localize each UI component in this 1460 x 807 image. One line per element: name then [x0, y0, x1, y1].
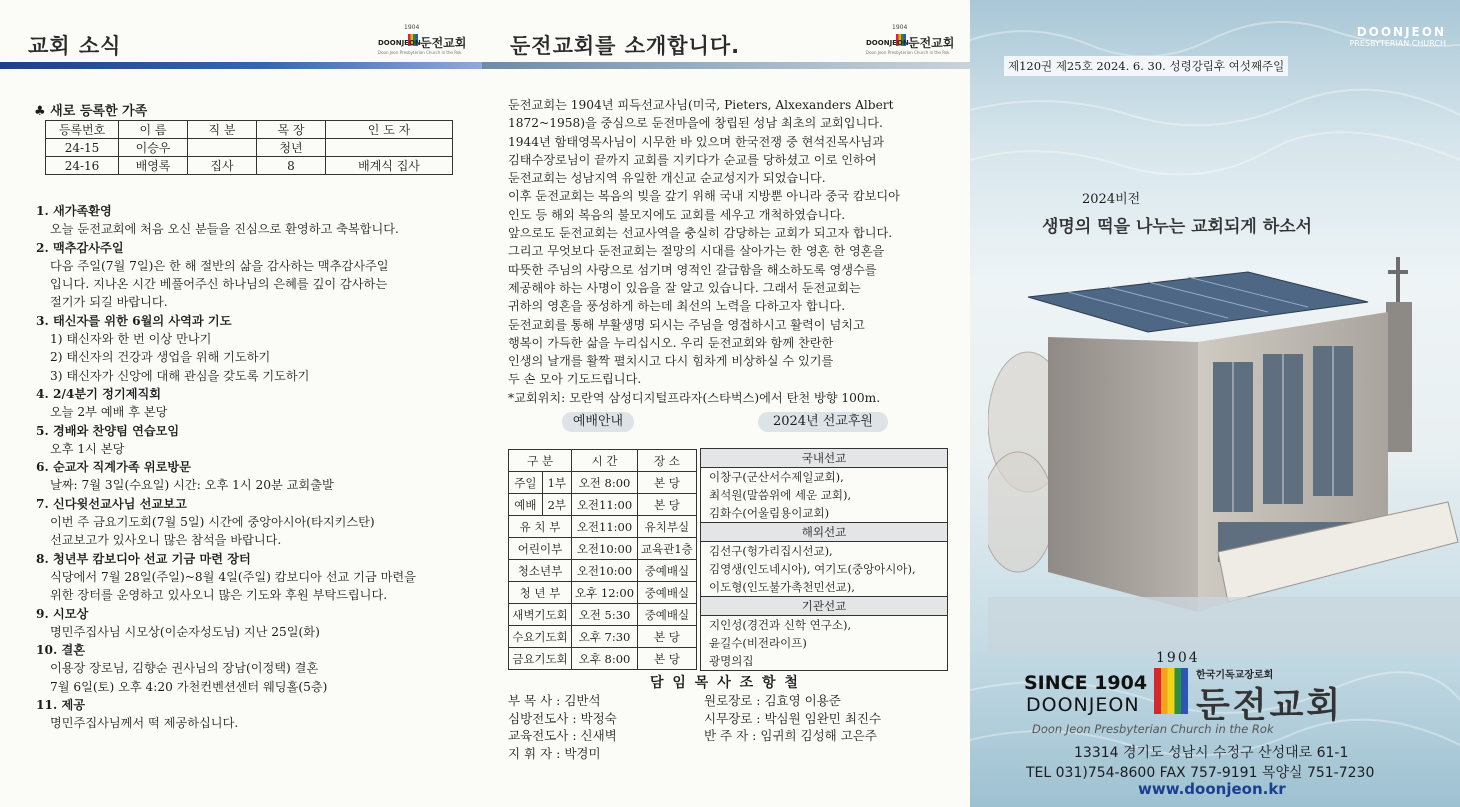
church-logo-small: [378, 22, 474, 56]
logo-english-name: Doon Jeon Presbyterian Church in the Rok: [1032, 722, 1274, 736]
news-item-title: 10. 결혼: [36, 643, 85, 658]
news-item-title: 1. 새가족환영: [36, 204, 112, 218]
news-item-line: 1) 태신자와 한 번 이상 만나기: [50, 332, 212, 347]
staff-line: 원로장로 : 김효영 이용준: [704, 693, 841, 708]
staff-line: 시무장로 : 박심원 임완민 최진수: [704, 710, 882, 726]
table-header-row: [509, 450, 697, 472]
intro-line: 행복이 가득한 삶을 누리십시오. 우리 둔전교회와 함께 찬란한: [508, 335, 834, 350]
address: 13314 경기도 성남시 수정구 산성대로 61-1: [1074, 745, 1349, 761]
news-item-line: 식당에서 7월 28일(주일)~8월 4일(주일) 캄보디아 선교 기금 마련을: [50, 569, 416, 584]
cell: 오전 8:00: [572, 472, 638, 494]
intro-line: 따뜻한 주님의 사랑으로 섬기며 영적인 갈급함을 해소하도록 영생수를: [508, 262, 877, 277]
col-header: 구 분: [509, 450, 572, 472]
cell: 주일: [509, 472, 543, 494]
cell: 유치부실: [638, 516, 697, 538]
header-band: [482, 62, 970, 69]
logo-bars-icon: [1154, 668, 1188, 714]
cell: 1부: [542, 472, 571, 494]
col-header: 이 름: [119, 121, 188, 139]
table-row: [46, 139, 453, 157]
col-header: 직 분: [188, 121, 257, 139]
church-logo-small: [866, 22, 962, 56]
new-family-heading: ♣ 새로 등록한 가족: [34, 104, 148, 119]
mission-item: 이도형(인도불가촉천민선교),: [709, 580, 855, 594]
cell: 금요기도회: [509, 648, 572, 670]
logo-en: DOONJEON: [866, 39, 909, 47]
table-row: [509, 516, 697, 538]
cell: 유 치 부: [509, 516, 572, 538]
mission-item: 윤길수(비전라이프): [709, 636, 807, 650]
news-item-title: 5. 경배와 찬양팀 연습모임: [36, 423, 180, 438]
cell: 청 년 부: [509, 582, 572, 604]
intro-line: 귀하의 영혼을 풍성하게 하는데 최선의 노력을 다하고자 합니다.: [508, 299, 846, 314]
table-row: [509, 560, 697, 582]
staff-right: [704, 692, 881, 745]
cell: 새벽기도회: [509, 604, 572, 626]
news-item-line: 오늘 2부 예배 후 본당: [50, 405, 168, 420]
logo-sub: Doon Jeon Presbyterian Church in the Rok: [378, 50, 462, 55]
cell: 오전11:00: [572, 516, 638, 538]
news-item-line: 절기가 되길 바랍니다.: [50, 295, 168, 310]
staff-line: 심방전도사 : 박정숙: [508, 710, 617, 726]
col-header: 인 도 자: [326, 121, 453, 139]
telephone: TEL 031)754-8600 FAX 757-9191 목양실 751-7230: [1026, 765, 1375, 781]
news-item-line: 명민주집사님께서 떡 제공하십니다.: [50, 716, 239, 731]
intro-paragraph: [508, 96, 964, 407]
doonjeon-text: DOONJEON: [1026, 694, 1140, 716]
table-row: [46, 157, 453, 175]
intro-line: *교회위치: 모란역 삼성디지털프라자(스타벅스)에서 탄천 방향 100m.: [508, 390, 881, 405]
news-header: [0, 22, 482, 62]
news-item-title: 7. 신다윗선교사님 선교보고: [36, 496, 187, 511]
table-header-row: [46, 121, 453, 139]
logo-year: 1904: [892, 24, 908, 31]
intro-line: 김태수장로님이 끝까지 교회를 지키다가 순교를 당하셨고 이로 인하여: [508, 152, 877, 167]
news-item-line: 오후 1시 본당: [50, 441, 125, 456]
intro-panel: [482, 0, 970, 807]
news-list: [36, 202, 476, 733]
worship-label: 예배안내: [562, 412, 634, 432]
cell: 오전10:00: [572, 538, 638, 560]
news-title: 교회 소식: [28, 34, 122, 58]
mission-group-heading: 국내선교: [701, 449, 947, 468]
news-item-line: 입니다. 지나온 시간 베풀어주신 하나님의 은혜를 깊이 감사하는: [50, 277, 388, 292]
news-item-title: 11. 제공: [36, 698, 85, 713]
worship-table: [508, 449, 697, 670]
intro-line: 제공해야 하는 사명이 있음을 잘 알고 있습니다. 그래서 둔전교회는: [508, 280, 861, 295]
news-item-line: 이번 주 금요기도회(7월 5일) 시간에 중앙아시아(타지키스탄): [50, 515, 375, 530]
news-item-line: 2) 태신자의 건강과 생업을 위해 기도하기: [50, 350, 271, 365]
logo-sub: Doon Jeon Presbyterian Church in the Rok: [866, 50, 950, 55]
cell: [326, 139, 453, 157]
cell: 교육관1층: [638, 538, 697, 560]
new-family-table: [45, 120, 453, 175]
senior-pastor-heading: 담 임 목 사 조 항 철: [650, 675, 800, 691]
news-item-line: 날짜: 7월 3일(수요일) 시간: 오후 1시 20분 교회출발: [50, 478, 334, 493]
intro-line: 둔전교회는 성남지역 유일한 개신교 순교성지가 되었습니다.: [508, 171, 826, 186]
intro-line: 두 손 모아 기도드립니다.: [508, 372, 642, 387]
intro-line: 둔전교회는 1904년 피득선교사님(미국, Pieters, Alxexanders Albert: [508, 98, 894, 112]
news-item-title: 6. 순교자 직계가족 위로방문: [36, 460, 191, 475]
news-item-line: 명민주집사님 시모상(이순자성도님) 지난 25일(화): [50, 624, 320, 639]
brand-top-sub: PRESBYTERIAN CHURCH: [1349, 39, 1446, 48]
cell: 수요기도회: [509, 626, 572, 648]
vision-year: 2024비전: [1082, 192, 1141, 207]
cell: 배영록: [119, 157, 188, 175]
news-item-line: 위한 장터를 운영하고 있사오니 많은 기도와 후원 부탁드립니다.: [50, 588, 388, 603]
intro-header: [482, 22, 970, 62]
mission-item: 광명의집: [709, 654, 754, 668]
col-header: 장 소: [638, 450, 697, 472]
header-band: [0, 62, 482, 69]
cell: 중예배실: [638, 560, 697, 582]
logo-year: 1904: [1156, 650, 1200, 666]
cover-panel: [970, 0, 1460, 807]
col-header: 등록번호: [46, 121, 119, 139]
intro-line: 인도 등 해외 복음의 불모지에도 교회를 세우고 개척하였습니다.: [508, 207, 846, 222]
news-item-title: 9. 시모상: [36, 606, 89, 621]
table-row: [509, 472, 697, 494]
intro-line: 이후 둔전교회는 복음의 빚을 갚기 위해 국내 지방뿐 아니라 중국 캄보디아: [508, 189, 900, 204]
website-link[interactable]: www.doonjeon.kr: [1138, 780, 1286, 798]
cell: 배계식 집사: [326, 157, 453, 175]
staff-left: [508, 692, 617, 762]
intro-line: 그리고 무엇보다 둔전교회는 절망의 시대를 살아가는 한 영혼 한 영혼을: [508, 244, 885, 259]
mission-item: 김선구(헝가리집시선교),: [709, 544, 833, 558]
table-row: [509, 604, 697, 626]
cell: 오전10:00: [572, 560, 638, 582]
news-item-title: 3. 태신자를 위한 6월의 사역과 기도: [36, 313, 232, 328]
intro-line: 1872~1958)을 중심으로 둔전마을에 창립된 성남 최초의 교회입니다.: [508, 116, 883, 131]
table-row: [509, 648, 697, 670]
news-item-line: 다음 주일(7월 7일)은 한 해 절반의 삶을 감사하는 맥추감사주일: [50, 258, 389, 273]
col-header: 시 간: [572, 450, 638, 472]
brand-top: [1349, 25, 1446, 48]
cell: 청년: [257, 139, 326, 157]
cell: 이승우: [119, 139, 188, 157]
mission-item: 지인성(경건과 신학 연구소),: [709, 618, 852, 632]
cell: 오전11:00: [572, 494, 638, 516]
news-panel: [0, 0, 482, 807]
logo-ko: 둔전교회: [908, 36, 955, 50]
cell: 오후 12:00: [572, 582, 638, 604]
cell: 오후 8:00: [572, 648, 638, 670]
news-item-line: 7월 6일(토) 오후 4:20 가천컨벤션센터 웨딩홀(5층): [50, 679, 328, 694]
staff-line: 지 휘 자 : 박경미: [508, 745, 601, 761]
cell: 어린이부: [509, 538, 572, 560]
mission-box: [700, 448, 948, 671]
col-header: 목 장: [257, 121, 326, 139]
staff-line: 부 목 사 : 김반석: [508, 693, 601, 708]
news-item-line: 이용장 장로님, 김향순 권사님의 장남(이정택) 결혼: [50, 661, 319, 676]
cell: 2부: [542, 494, 571, 516]
issue-line: 제120권 제25호 2024. 6. 30. 성령강림후 여섯째주일: [1004, 56, 1288, 76]
news-item-line: 3) 태신자가 신앙에 대해 관심을 갖도록 기도하기: [50, 368, 310, 383]
cell: [188, 139, 257, 157]
table-row: [509, 538, 697, 560]
news-item-line: 오늘 둔전교회에 처음 오신 분들을 진심으로 환영하고 축복합니다.: [50, 222, 399, 237]
cell: 24-16: [46, 157, 119, 175]
cell: 중예배실: [638, 582, 697, 604]
news-item-title: 4. 2/4분기 정기제직회: [36, 386, 162, 401]
table-row: [509, 626, 697, 648]
cell: 본 당: [638, 494, 697, 516]
table-row: [509, 494, 697, 516]
logo-church-name: 둔전교회: [1196, 686, 1344, 726]
news-item-line: 선교보고가 있사오니 많은 참석을 바랍니다.: [50, 533, 282, 548]
cell: 중예배실: [638, 604, 697, 626]
cell: 오전 5:30: [572, 604, 638, 626]
intro-line: 인생의 날개를 활짝 펼치시고 다시 힘차게 비상하실 수 있기를: [508, 354, 834, 369]
table-row: [509, 582, 697, 604]
logo-en: DOONJEON: [378, 39, 421, 47]
cell: 본 당: [638, 472, 697, 494]
staff-line: 교육전도사 : 신새벽: [508, 728, 617, 743]
mission-group-heading: 기관선교: [701, 596, 947, 616]
staff-line: 반 주 자 : 임귀희 김성해 고은주: [704, 728, 877, 743]
news-item-title: 8. 청년부 캄보디아 선교 기금 마련 장터: [36, 551, 251, 566]
cell: 집사: [188, 157, 257, 175]
mission-item: 이창구(군산서수제일교회),: [709, 470, 844, 484]
news-item-title: 2. 맥추감사주일: [36, 240, 124, 255]
cell: 8: [257, 157, 326, 175]
mission-item: 김영생(인도네시아), 여기도(중앙아시아),: [709, 562, 916, 576]
mission-item: 최석원(말씀위에 세운 교회),: [709, 488, 852, 502]
cell: 24-15: [46, 139, 119, 157]
intro-line: 둔전교회를 통해 부활생명 되시는 주님을 영접하시고 활력이 넘치고: [508, 317, 865, 332]
mission-item: 김화수(어울림용이교회): [709, 506, 830, 520]
vision-title: 생명의 떡을 나누는 교회되게 하소서: [1042, 217, 1313, 237]
intro-line: 1944년 함태영목사님이 시무한 바 있으며 한국전쟁 중 현석진목사님과: [508, 134, 885, 149]
cell: 오후 7:30: [572, 626, 638, 648]
since-text: SINCE 1904: [1024, 672, 1148, 694]
cell: 청소년부: [509, 560, 572, 582]
cell: 본 당: [638, 648, 697, 670]
church-building-image: [988, 252, 1460, 652]
mission-group-heading: 해외선교: [701, 522, 947, 542]
logo-ko: 둔전교회: [420, 36, 467, 50]
intro-title: 둔전교회를 소개합니다.: [510, 34, 741, 58]
cell: 본 당: [638, 626, 697, 648]
intro-line: 앞으로도 둔전교회는 선교사역을 충실히 감당하는 교회가 되고자 합니다.: [508, 226, 893, 241]
brand-top-name: DOONJEON: [1356, 25, 1446, 39]
cell: 예배: [509, 494, 543, 516]
logo-category: 한국기독교장로회: [1196, 670, 1274, 681]
mission-label: 2024년 선교후원: [758, 412, 888, 432]
logo-year: 1904: [404, 24, 420, 31]
